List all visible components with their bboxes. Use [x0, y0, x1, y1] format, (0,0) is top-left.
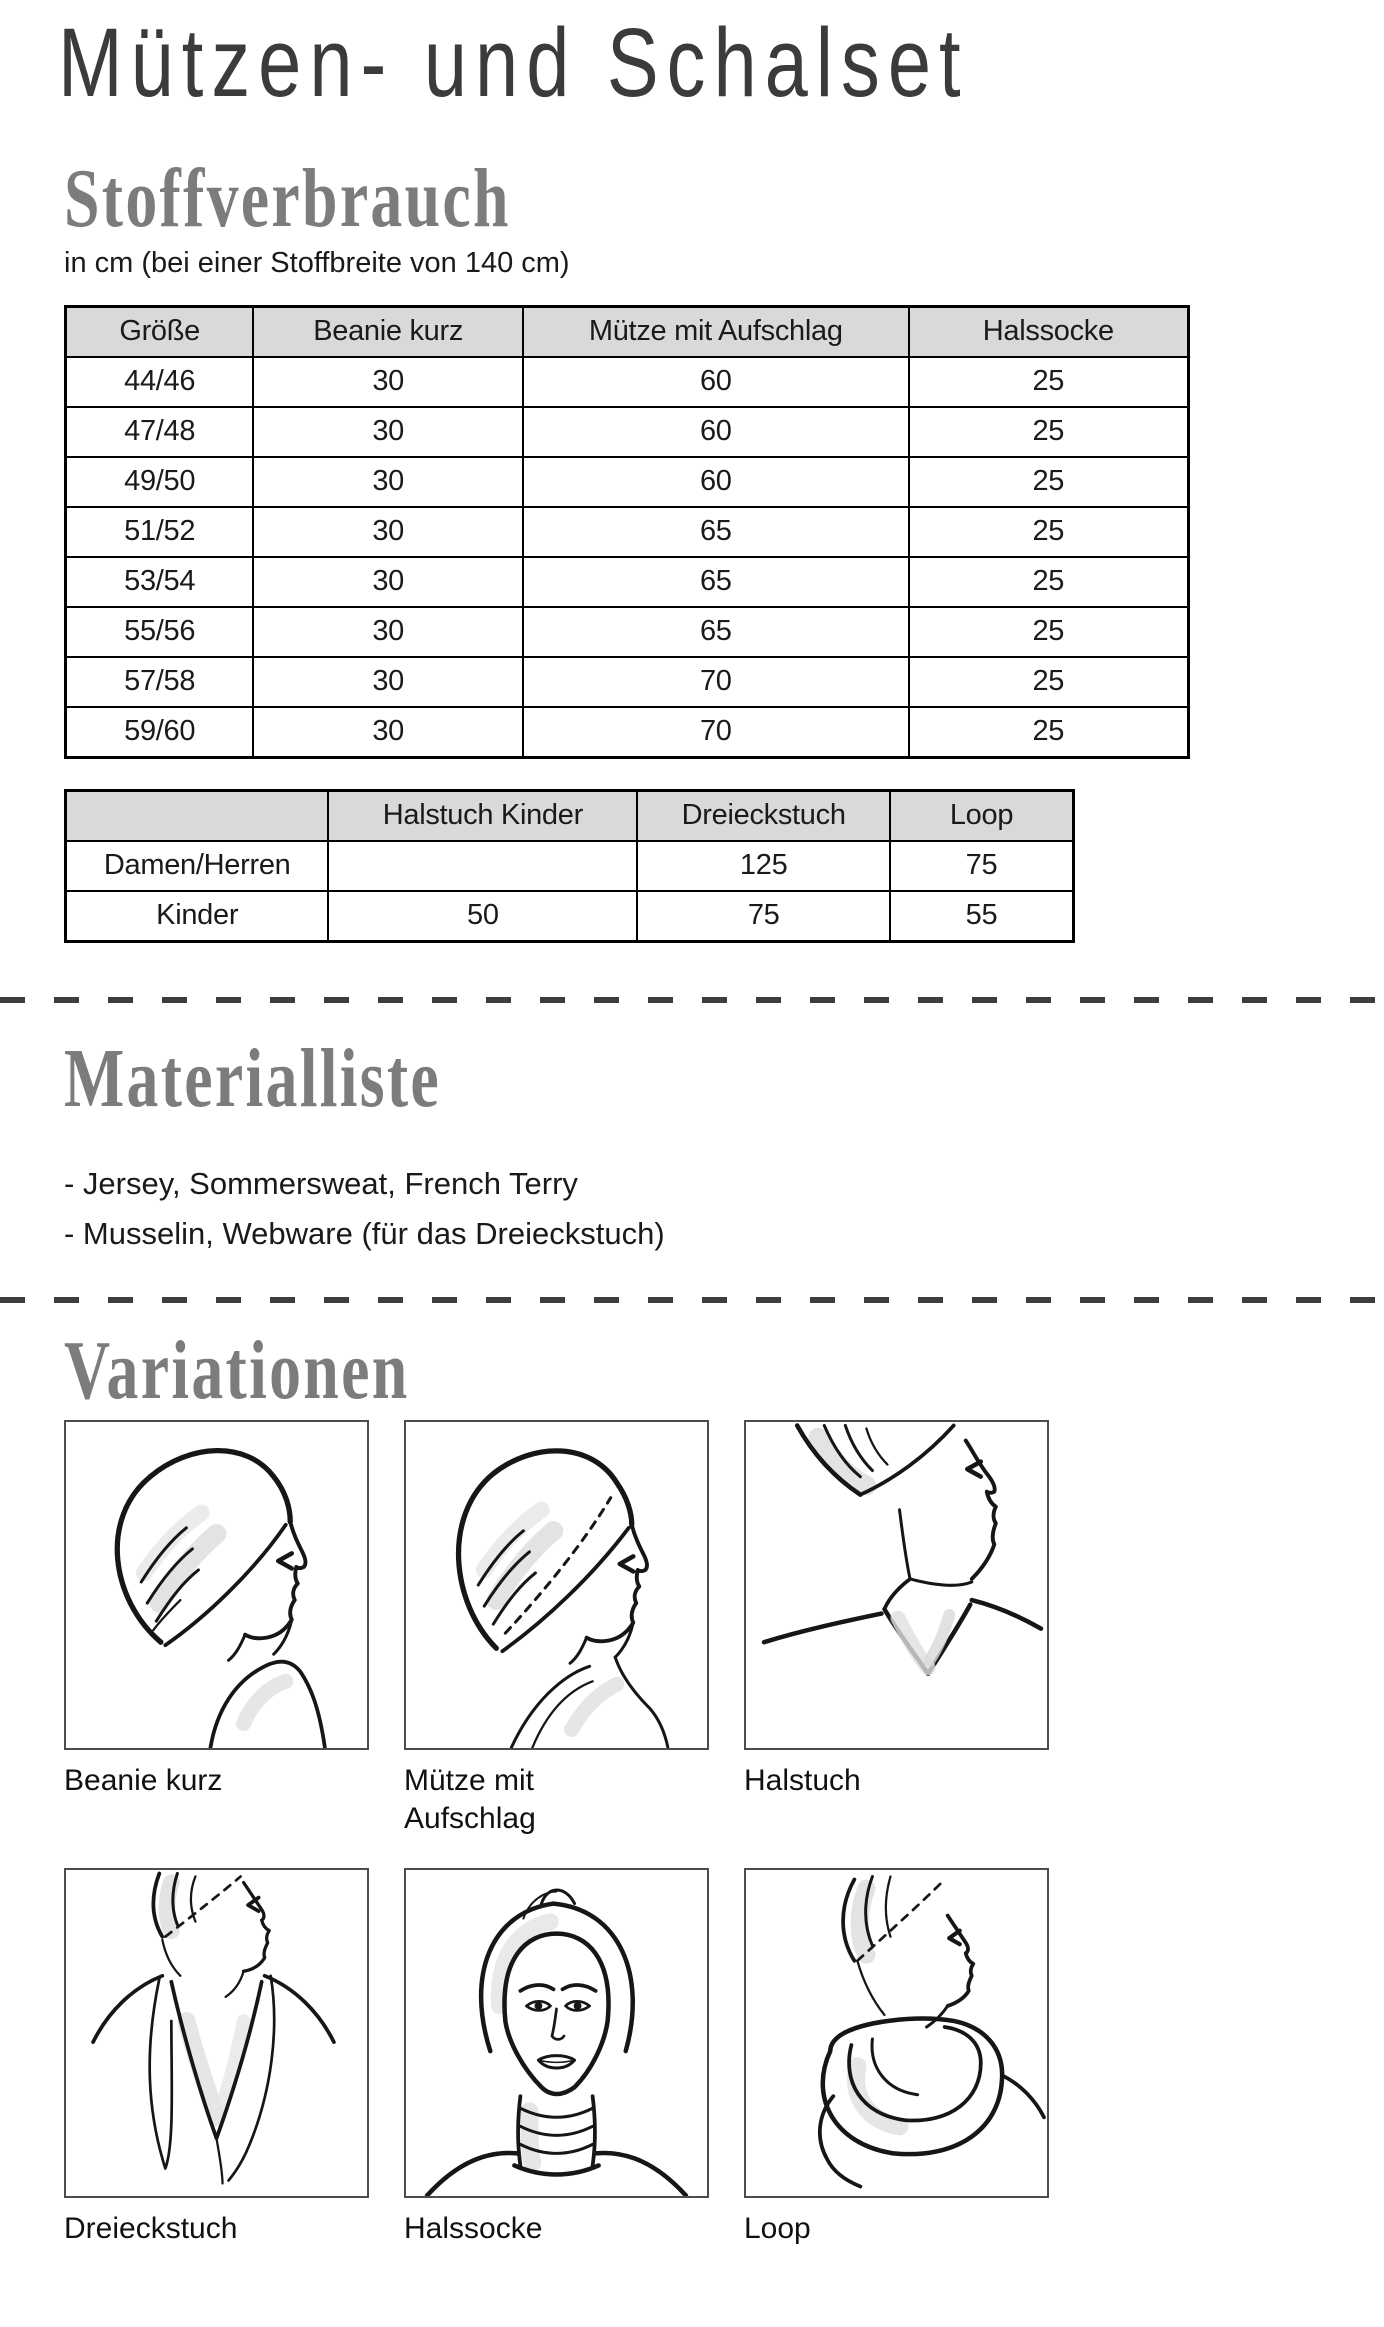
- table-cell: 70: [523, 707, 909, 758]
- variation-caption: Dreieckstuch: [64, 2212, 238, 2246]
- muetze-mit-aufschlag-illustration: [406, 1422, 707, 1748]
- illustration-box: [404, 1420, 709, 1750]
- table-cell: 47/48: [66, 407, 254, 457]
- table-row: [66, 407, 1189, 457]
- table-row: [66, 891, 1074, 942]
- section-heading-variationen: Variationen: [64, 1323, 410, 1417]
- header-row: [66, 306, 1189, 357]
- variation-figure: [744, 1420, 1049, 1838]
- table-cell: 25: [909, 557, 1189, 607]
- table-cell: 60: [523, 357, 909, 407]
- variation-figure: [64, 1420, 369, 1838]
- table-cell: 53/54: [66, 557, 254, 607]
- table-row: [66, 357, 1189, 407]
- table-row: [66, 557, 1189, 607]
- dashed-divider: [0, 997, 1384, 1003]
- column-header: Halssocke: [909, 306, 1189, 357]
- table-row: [66, 457, 1189, 507]
- column-header: Halstuch Kinder: [328, 790, 637, 841]
- illustration-box: [744, 1420, 1049, 1750]
- variation-figure: [404, 1420, 709, 1838]
- table-cell: 75: [637, 891, 890, 942]
- table-row: [66, 841, 1074, 891]
- page-title: Mützen- und Schalset: [58, 8, 969, 117]
- table-cell: 59/60: [66, 707, 254, 758]
- dreieckstuch-illustration: [66, 1870, 367, 2196]
- fabric-size-table: [64, 305, 1190, 759]
- column-header: Beanie kurz: [253, 306, 523, 357]
- header-row: [66, 790, 1074, 841]
- table-cell: 30: [253, 507, 523, 557]
- table-cell: 60: [523, 457, 909, 507]
- material-list: [64, 1159, 1344, 1259]
- table-cell: 30: [253, 707, 523, 758]
- table-cell: 125: [637, 841, 890, 891]
- variation-figure: [404, 1868, 709, 2248]
- illustration-box: [64, 1868, 369, 2198]
- table-cell: Kinder: [66, 891, 329, 942]
- table-cell: 25: [909, 507, 1189, 557]
- loop-illustration: [746, 1870, 1047, 2196]
- table-cell: 51/52: [66, 507, 254, 557]
- dashed-divider: [0, 1297, 1384, 1303]
- variation-figure: [64, 1868, 369, 2248]
- table-cell: 65: [523, 507, 909, 557]
- table-cell: Damen/Herren: [66, 841, 329, 891]
- stoffverbrauch-subtitle: in cm (bei einer Stoffbreite von 140 cm): [64, 246, 570, 279]
- table-cell: 30: [253, 557, 523, 607]
- table-cell: 25: [909, 407, 1189, 457]
- table-cell: 65: [523, 557, 909, 607]
- illustration-box: [404, 1868, 709, 2198]
- table-cell: 30: [253, 407, 523, 457]
- section-heading-stoffverbrauch: Stoffverbrauch: [64, 151, 511, 245]
- table-cell: 25: [909, 357, 1189, 407]
- table-cell: 70: [523, 657, 909, 707]
- table-row: [66, 507, 1189, 557]
- material-item: - Musselin, Webware (für das Dreieckstuch): [64, 1215, 665, 1251]
- table-cell: 44/46: [66, 357, 254, 407]
- column-header: Größe: [66, 306, 254, 357]
- column-header: [66, 790, 329, 841]
- variation-figure: [744, 1868, 1049, 2248]
- table-cell: 49/50: [66, 457, 254, 507]
- page: [0, 8, 1384, 2248]
- column-header: Dreieckstuch: [637, 790, 890, 841]
- table-cell: 55: [890, 891, 1073, 942]
- table-cell: 60: [523, 407, 909, 457]
- illustration-box: [64, 1420, 369, 1750]
- table-cell: 25: [909, 657, 1189, 707]
- table-row: [66, 657, 1189, 707]
- halstuch-illustration: [746, 1422, 1047, 1748]
- table-cell: [328, 841, 637, 891]
- table-cell: 65: [523, 607, 909, 657]
- table-cell: 75: [890, 841, 1073, 891]
- table-cell: 57/58: [66, 657, 254, 707]
- table-row: [66, 607, 1189, 657]
- fabric-accessory-table: [64, 789, 1075, 943]
- variation-caption: Beanie kurz: [64, 1764, 223, 1798]
- table-cell: 30: [253, 357, 523, 407]
- halssocke-illustration: [406, 1870, 707, 2196]
- illustration-box: [744, 1868, 1049, 2198]
- table-row: [66, 707, 1189, 758]
- table-cell: 30: [253, 457, 523, 507]
- variation-grid: [64, 1420, 1344, 2248]
- table-cell: 30: [253, 607, 523, 657]
- variation-caption: Halssocke: [404, 2212, 543, 2246]
- column-header: Loop: [890, 790, 1073, 841]
- material-item: - Jersey, Sommersweat, French Terry: [64, 1165, 578, 1201]
- variation-caption: Loop: [744, 2212, 811, 2246]
- table-cell: 50: [328, 891, 637, 942]
- table-cell: 55/56: [66, 607, 254, 657]
- table-cell: 25: [909, 457, 1189, 507]
- table-cell: 30: [253, 657, 523, 707]
- table-cell: 25: [909, 707, 1189, 758]
- beanie-kurz-illustration: [66, 1422, 367, 1748]
- section-heading-materialliste: Materialliste: [64, 1031, 442, 1125]
- column-header: Mütze mit Aufschlag: [523, 306, 909, 357]
- variation-caption: Halstuch: [744, 1764, 861, 1798]
- variation-caption: Mütze mit Aufschlag: [404, 1764, 536, 1836]
- table-cell: 25: [909, 607, 1189, 657]
